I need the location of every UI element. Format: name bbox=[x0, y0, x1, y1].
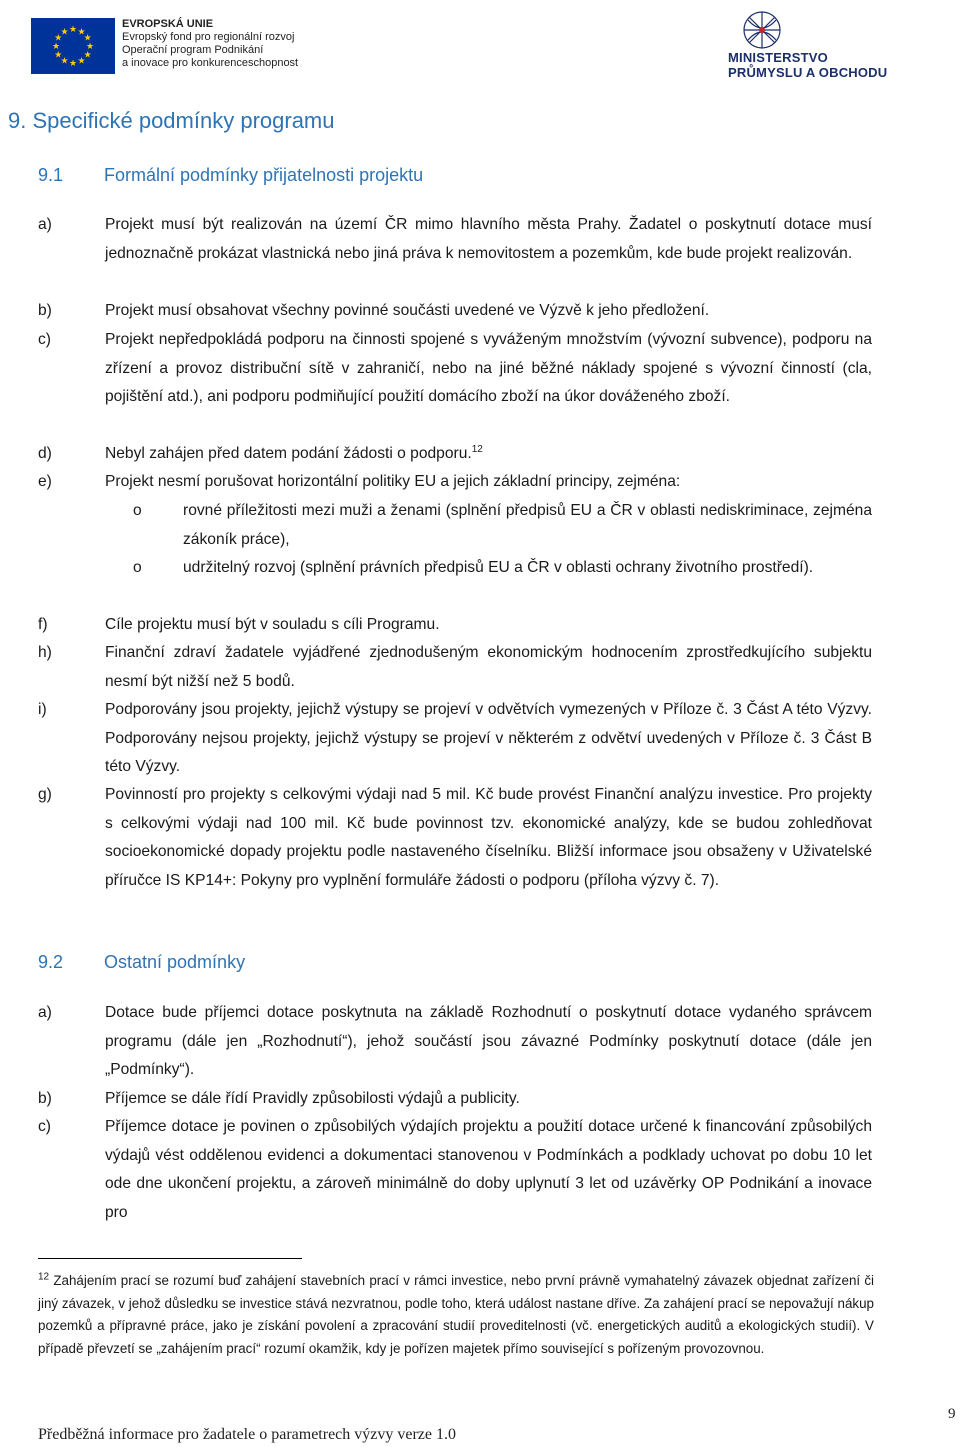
mpo-line: PRŮMYSLU A OBCHODU bbox=[728, 65, 888, 80]
list-item-c bbox=[38, 326, 872, 412]
eu-program-text bbox=[122, 18, 298, 70]
item-label: a) bbox=[38, 216, 52, 233]
item-text: Příjemce se dále řídí Pravidly způsobilosti výdajů a publicity. bbox=[105, 1090, 520, 1107]
list-item-g bbox=[38, 781, 872, 895]
item-label: i) bbox=[38, 701, 47, 718]
item-label: c) bbox=[38, 331, 51, 348]
item-text: Povinností pro projekty s celkovými výdaji nad 5 mil. Kč bude provést Finanční analýzu investice. Pro projekty s celkovými výdaji nad 100 mil. Kč bude povinnost tzv. ekonomické analýzy, kde se budou zohledňovat socioekonomické dopady projektu podle nastaveného číselníku. Bližší informace jsou obsaženy v Uživatelské příručce IS KP14+: Pokyny pro vyplnění formuláře žádosti o podporu (příloha výzvy č. 7). bbox=[105, 786, 872, 889]
footnote bbox=[38, 1270, 874, 1360]
list-item-d bbox=[38, 440, 872, 469]
item-label: e) bbox=[38, 473, 52, 490]
mpo-line: MINISTERSTVO bbox=[728, 50, 828, 65]
eu-flag-logo bbox=[31, 18, 115, 74]
subsection-title-text: Ostatní podmínky bbox=[104, 952, 246, 972]
item-text: Projekt nepředpokládá podporu na činnosti spojené s vyváženým množstvím (vývozní subvence), podporu na zřízení a provoz distribuční sítě v zahraničí, nebo na jiné běžné náklady spojené s vývozní činností (cla, pojištění atd.), ani podporu podmiňující použití domácího zboží na úkor dováženého zboží. bbox=[105, 331, 872, 405]
subsection-title-text: Formální podmínky přijatelnosti projektu bbox=[104, 165, 424, 185]
sub-item-equal-opportunities bbox=[133, 497, 872, 554]
item-text: Projekt nesmí porušovat horizontální politiky EU a jejich základní principy, zejména: bbox=[105, 473, 681, 490]
page-number: 9 bbox=[948, 1406, 956, 1422]
subsection-number: 9.2 bbox=[38, 952, 64, 972]
item-text: Projekt musí být realizován na území ČR mimo hlavního města Prahy. Žadatel o poskytnutí dotace musí jednoznačně prokázat vlastnická nebo jiná práva k nemovitostem a pozemkům, kde bude projekt realizován. bbox=[105, 216, 872, 262]
sub-item-sustainable-development bbox=[133, 554, 872, 583]
item-text: Příjemce dotace je povinen o způsobilých výdajích projektu a použití dotace určené k financování způsobilých výdajů vést oddělenou evidenci a dokumentaci stanovenou v Podmínkách a podklady uchovat po dobu 10 let ode dne ukončení projektu, a zároveň minimálně do doby uplynutí 3 let od uzávěrky OP Podnikání a inovace pro bbox=[105, 1118, 872, 1221]
eu-line: Operační program Podnikání bbox=[122, 44, 264, 56]
footnote-text: Zahájením prací se rozumí buď zahájení stavebních prací v rámci investice, nebo první právně vymahatelný závazek objednat zařízení či jiný závazek, v jehož důsledku se investice stává nezvratnou, podle toho, která událost nastane dříve. Za zahájení prací se nepovažují nákup pozemků a přípravné práce, jako je získání povolení a zpracování studií proveditelnosti (vč. energetických auditů a ekologických studií). V případě převzetí se „zahájením prací“ rozumí okamžik, kdy je pořízen majetek přímo související s pořízeným provozovnou. bbox=[38, 1273, 874, 1356]
list-item-b bbox=[38, 297, 872, 326]
list-item-h bbox=[38, 639, 872, 696]
footnote-ref[interactable]: 12 bbox=[471, 443, 483, 455]
item-label: b) bbox=[38, 302, 52, 319]
item-label: d) bbox=[38, 445, 52, 462]
item-text-wrap bbox=[105, 440, 872, 469]
eu-star-icon: ★ bbox=[85, 41, 95, 51]
eu-star-icon: ★ bbox=[68, 24, 78, 34]
list-item-2c bbox=[38, 1113, 872, 1227]
item-label: a) bbox=[38, 1004, 52, 1021]
eu-star-icon: ★ bbox=[77, 55, 86, 66]
page-header bbox=[0, 0, 960, 90]
list-item-a bbox=[38, 211, 872, 268]
subsection-number: 9.1 bbox=[38, 165, 64, 185]
item-text: Podporovány jsou projekty, jejichž výstupy se projeví v odvětvích vymezených v Příloze č. 3 Část A této Výzvy. Podporovány nejsou projekty, jejichž výstupy se projeví v některém z odvětví uvedených v Příloze č. 3 Část B této Výzvy. bbox=[105, 701, 872, 775]
eu-star-icon: ★ bbox=[60, 55, 69, 66]
item-text: Nebyl zahájen před datem podání žádosti o podporu. bbox=[105, 445, 472, 462]
footnote-separator bbox=[38, 1258, 302, 1259]
item-text: Finanční zdraví žadatele vyjádřené zjednodušeným ekonomickým hodnocením zprostředkujícího subjektu nesmí být nižší než 5 bodů. bbox=[105, 644, 872, 690]
eu-star-icon: ★ bbox=[83, 49, 92, 60]
item-text: Projekt musí obsahovat všechny povinné součásti uvedené ve Výzvě k jeho předložení. bbox=[105, 302, 710, 319]
sub-item-text: udržitelný rozvoj (splnění právních předpisů EU a ČR v oblasti ochrany životního prostředí). bbox=[183, 559, 814, 576]
eu-line: a inovace pro konkurenceschopnost bbox=[122, 57, 299, 69]
subsection-title-9-2 bbox=[38, 952, 245, 973]
item-label: b) bbox=[38, 1090, 52, 1107]
eu-star-icon: ★ bbox=[77, 26, 86, 37]
list-item-2b bbox=[38, 1085, 872, 1114]
item-text: Dotace bude příjemci dotace poskytnuta na základě Rozhodnutí o poskytnutí dotace vydaného správcem programu (dále jen „Rozhodnutí“), jehož součástí jsou závazné Podmínky poskytnutí dotace (dále jen „Podmínky“). bbox=[105, 1004, 872, 1078]
mpo-text bbox=[728, 50, 887, 80]
eu-star-icon: ★ bbox=[54, 32, 63, 43]
list-item-i bbox=[38, 696, 872, 782]
list-item-2a bbox=[38, 999, 872, 1085]
eu-star-icon: ★ bbox=[60, 26, 69, 37]
eu-star-icon: ★ bbox=[83, 32, 92, 43]
eu-line: Evropský fond pro regionální rozvoj bbox=[122, 31, 295, 43]
subsection-title-9-1 bbox=[38, 165, 423, 186]
list-item-e bbox=[38, 468, 872, 497]
bullet: o bbox=[133, 559, 142, 576]
section-title: 9. Specifické podmínky programu bbox=[8, 108, 335, 133]
item-label: g) bbox=[38, 786, 52, 803]
eu-star-icon: ★ bbox=[54, 49, 63, 60]
eu-star-icon: ★ bbox=[51, 41, 61, 51]
eu-line: EVROPSKÁ UNIE bbox=[122, 18, 214, 30]
page-footer: Předběžná informace pro žadatele o parametrech výzvy verze 1.0 bbox=[38, 1426, 456, 1443]
eu-star-icon: ★ bbox=[68, 58, 78, 68]
bullet: o bbox=[133, 502, 142, 519]
item-label: f) bbox=[38, 616, 48, 633]
item-label: c) bbox=[38, 1118, 51, 1135]
list-item-f bbox=[38, 611, 872, 640]
item-text: Cíle projektu musí být v souladu s cíli Programu. bbox=[105, 616, 440, 633]
item-label: h) bbox=[38, 644, 52, 661]
footnote-number: 12 bbox=[38, 1271, 50, 1283]
sub-item-text: rovné příležitosti mezi muži a ženami (splnění předpisů EU a ČR v oblasti nediskriminace, zejména zákoník práce), bbox=[183, 502, 872, 548]
